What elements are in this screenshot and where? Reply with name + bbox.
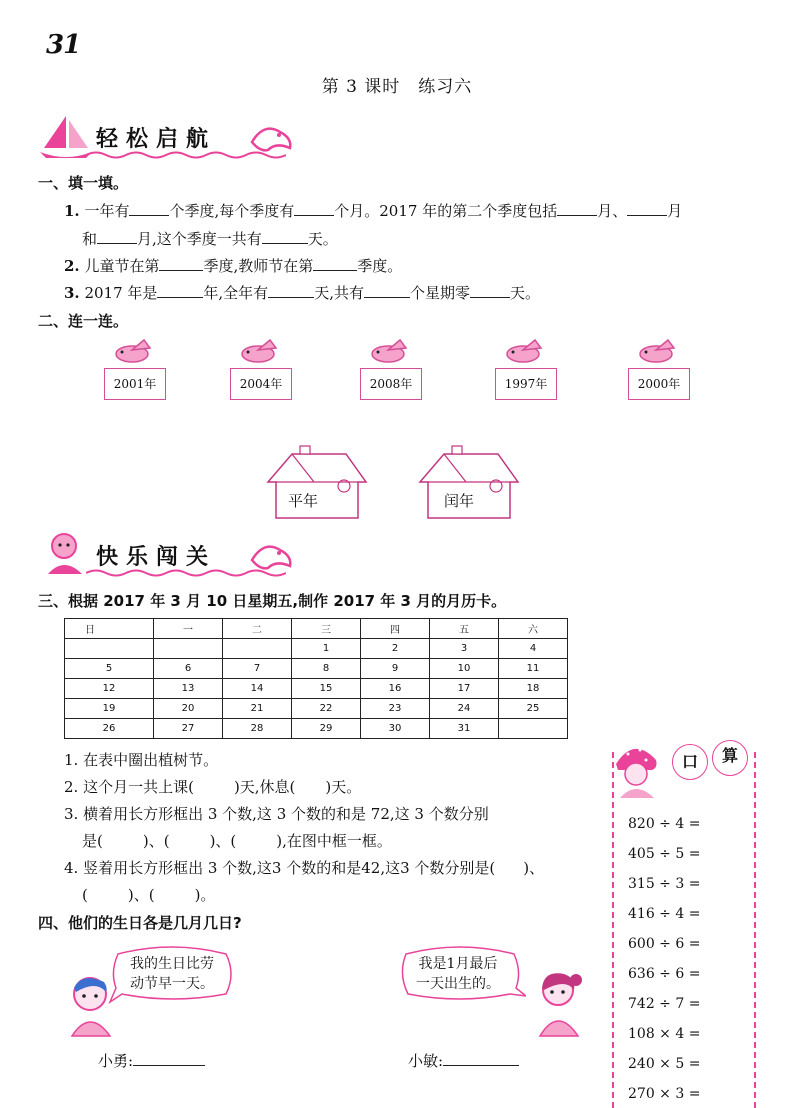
oral-title-char-1: 口: [672, 744, 708, 780]
q1-text-c: 个月。2017 年的第二个季度包括: [334, 202, 558, 220]
calc-item: 405 ÷ 5 =: [628, 846, 701, 862]
date-cell[interactable]: 30: [361, 719, 430, 739]
weekday-cell: 三: [292, 619, 361, 639]
q1-text-a: 一年有: [84, 202, 130, 220]
date-cell[interactable]: 29: [292, 719, 361, 739]
q1-blank-3[interactable]: [557, 200, 597, 216]
year-card-4: [495, 338, 559, 402]
bubble-text: [396, 954, 520, 994]
date-cell[interactable]: 7: [223, 659, 292, 679]
q4-text-e: )。: [194, 886, 216, 904]
q2-text-a: 2. 这个月一共上课(: [64, 778, 194, 796]
xiaomin-answer: [408, 1050, 519, 1071]
xiaomin-birthday-blank[interactable]: [443, 1050, 519, 1066]
bird-icon: [634, 338, 686, 366]
weekday-cell: 一: [154, 619, 223, 639]
q2-text-c: 季度。: [357, 257, 403, 275]
q3-text-a: 是(: [82, 832, 103, 850]
date-cell[interactable]: 15: [292, 679, 361, 699]
year-label: 2004年: [230, 368, 292, 400]
section1-q1-line2: [82, 228, 338, 249]
q4-text-c: (: [82, 886, 88, 904]
q1-blank-5[interactable]: [97, 228, 137, 244]
calendar-row: [65, 639, 568, 659]
q2-blank-2[interactable]: [313, 255, 357, 271]
calc-item: 820 ÷ 4 =: [628, 816, 701, 832]
calendar-row: [65, 699, 568, 719]
q1-text-e: 月: [667, 202, 683, 220]
date-cell[interactable]: 3: [430, 639, 499, 659]
q1-text-h: 天。: [307, 230, 338, 248]
q3-text-d: ),在图中框一框。: [276, 832, 392, 850]
bubble-line: 一天出生的。: [416, 976, 500, 992]
xiaoyong-birthday-blank[interactable]: [133, 1050, 205, 1066]
year-card-3: [360, 338, 424, 402]
date-cell[interactable]: 28: [223, 719, 292, 739]
q1-text-f: 和: [82, 230, 98, 248]
date-cell[interactable]: 12: [65, 679, 154, 699]
q3-blank-3[interactable]: [364, 282, 410, 298]
banner-title: 快乐闯关: [96, 544, 217, 570]
date-cell[interactable]: 19: [65, 699, 154, 719]
q2-text-b: )天,休息(: [233, 778, 296, 796]
date-cell[interactable]: 9: [361, 659, 430, 679]
q1-text-d: 月、: [597, 202, 628, 220]
speech-bubble-boy: [108, 944, 236, 1004]
section2-heading: 二、连一连。: [38, 312, 129, 330]
q3-text-c: 天,共有: [314, 284, 364, 302]
section3-q4-line1: [64, 858, 544, 878]
q4-text-a: 4. 竖着用长方形框出 3 个数,这3 个数的和是42,这3 个数分别是(: [64, 859, 496, 877]
q3-number: 3.: [64, 284, 80, 302]
date-cell[interactable]: 2: [361, 639, 430, 659]
date-cell[interactable]: 25: [499, 699, 568, 719]
banner-happy-challenge: [36, 530, 296, 582]
q1-blank-2[interactable]: [294, 200, 334, 216]
section1-q3: [64, 282, 540, 303]
q1-blank-4[interactable]: [627, 200, 667, 216]
date-cell[interactable]: 13: [154, 679, 223, 699]
q1-number: 1.: [64, 202, 80, 220]
date-cell[interactable]: 16: [361, 679, 430, 699]
section3-q4-line2: [82, 885, 215, 905]
q2-text-b: 季度,教师节在第: [203, 257, 314, 275]
year-card-2: [230, 338, 294, 402]
section1-heading: 一、填一填。: [38, 174, 129, 192]
page-number: 31: [46, 30, 81, 60]
section1-q2: [64, 255, 402, 276]
bubble-text: [108, 954, 236, 994]
banner-title: 轻松启航: [96, 126, 217, 152]
date-cell[interactable]: 11: [499, 659, 568, 679]
date-cell[interactable]: 10: [430, 659, 499, 679]
q4-text-b: )、: [523, 859, 545, 877]
house-label: 平年: [288, 492, 319, 510]
date-cell[interactable]: [65, 639, 154, 659]
bubble-line: 动节早一天。: [130, 976, 214, 992]
bird-icon: [110, 338, 162, 366]
q1-blank-1[interactable]: [129, 200, 169, 216]
q3-blank-4[interactable]: [470, 282, 510, 298]
date-cell[interactable]: 24: [430, 699, 499, 719]
house-common-year: [266, 444, 370, 522]
name-label: 小勇:: [98, 1052, 134, 1070]
date-cell[interactable]: 23: [361, 699, 430, 719]
calc-item: 742 ÷ 7 =: [628, 996, 701, 1012]
banner-divider: [86, 150, 286, 160]
bird-icon: [236, 338, 288, 366]
house-label: 闰年: [444, 492, 475, 510]
year-label: 2001年: [104, 368, 166, 400]
q3-text-b: )、(: [142, 832, 170, 850]
section3-q3-line2: [82, 831, 392, 851]
house-leap-year: [418, 444, 522, 522]
q3-text-e: 天。: [509, 284, 540, 302]
calc-item: 270 × 3 =: [628, 1086, 701, 1102]
date-cell[interactable]: 27: [154, 719, 223, 739]
q1-text-b: 个季度,每个季度有: [169, 202, 295, 220]
name-label: 小敏:: [408, 1052, 444, 1070]
q4-text-d: )、(: [127, 886, 155, 904]
weekday-cell: 四: [361, 619, 430, 639]
year-label: 2000年: [628, 368, 690, 400]
q2-number: 2.: [64, 257, 80, 275]
q3-text-d: 个星期零: [409, 284, 470, 302]
date-cell[interactable]: 22: [292, 699, 361, 719]
calendar-table: [64, 618, 568, 739]
q1-blank-6[interactable]: [262, 228, 308, 244]
banner-easy-start: [36, 112, 296, 164]
year-label: 2008年: [360, 368, 422, 400]
q3-text-c: )、(: [209, 832, 237, 850]
weekday-cell: 二: [223, 619, 292, 639]
date-cell[interactable]: 14: [223, 679, 292, 699]
date-cell[interactable]: [499, 719, 568, 739]
q2-text-a: 儿童节在第: [84, 257, 160, 275]
bubble-line: 我是1月最后: [418, 956, 498, 972]
bubble-line: 我的生日比劳: [130, 956, 214, 972]
section3-q3-line1: 3. 横着用长方形框出 3 个数,这 3 个数的和是 72,这 3 个数分别: [64, 805, 489, 823]
q3-text-a: 2017 年是: [84, 284, 158, 302]
calendar-row: [65, 719, 568, 739]
date-cell[interactable]: 17: [430, 679, 499, 699]
year-card-5: [628, 338, 692, 402]
oral-title-char-2: 算: [712, 740, 748, 776]
year-label: 1997年: [495, 368, 557, 400]
date-cell[interactable]: 26: [65, 719, 154, 739]
date-cell[interactable]: 1: [292, 639, 361, 659]
q2-blank-1[interactable]: [159, 255, 203, 271]
date-cell[interactable]: 18: [499, 679, 568, 699]
calc-item: 108 × 4 =: [628, 1026, 701, 1042]
year-card-1: [104, 338, 168, 402]
q3-blank-1[interactable]: [157, 282, 203, 298]
bird-icon: [501, 338, 553, 366]
weekday-cell: 五: [430, 619, 499, 639]
q3-text-b: 年,全年有: [203, 284, 269, 302]
section3-q2: [64, 777, 361, 797]
calc-item: 416 ÷ 4 =: [628, 906, 701, 922]
section3-q1: 1. 在表中圈出植树节。: [64, 751, 219, 769]
date-cell[interactable]: 8: [292, 659, 361, 679]
calendar-header-row: [65, 619, 568, 639]
banner-divider: [86, 568, 286, 578]
date-cell[interactable]: 6: [154, 659, 223, 679]
girl-icon: [530, 968, 586, 1038]
date-cell[interactable]: [154, 639, 223, 659]
xiaoyong-answer: [98, 1050, 205, 1071]
date-cell[interactable]: 21: [223, 699, 292, 719]
weekday-cell: 六: [499, 619, 568, 639]
oral-calculation-panel: [612, 752, 756, 1108]
calc-item: 315 ÷ 3 =: [628, 876, 701, 892]
date-cell[interactable]: [223, 639, 292, 659]
date-cell[interactable]: 4: [499, 639, 568, 659]
q1-text-g: 月,这个季度一共有: [137, 230, 262, 248]
bird-icon: [366, 338, 418, 366]
calc-item: 600 ÷ 6 =: [628, 936, 701, 952]
date-cell[interactable]: 20: [154, 699, 223, 719]
section3-heading: 三、根据 2017 年 3 月 10 日星期五,制作 2017 年 3 月的月历卡。: [38, 592, 507, 610]
calendar-row: [65, 679, 568, 699]
section4-heading: 四、他们的生日各是几月几日?: [38, 914, 242, 932]
date-cell[interactable]: 31: [430, 719, 499, 739]
lesson-title: 第 3 课时 练习六: [321, 77, 473, 97]
calc-item: 240 × 5 =: [628, 1056, 701, 1072]
speech-bubble-girl: [396, 944, 526, 1004]
q2-text-c: )天。: [325, 778, 362, 796]
weekday-cell: 日: [65, 619, 154, 639]
q3-blank-2[interactable]: [268, 282, 314, 298]
calc-item: 636 ÷ 6 =: [628, 966, 701, 982]
section1-q1-line1: [64, 200, 764, 221]
date-cell[interactable]: 5: [65, 659, 154, 679]
calendar-row: [65, 659, 568, 679]
